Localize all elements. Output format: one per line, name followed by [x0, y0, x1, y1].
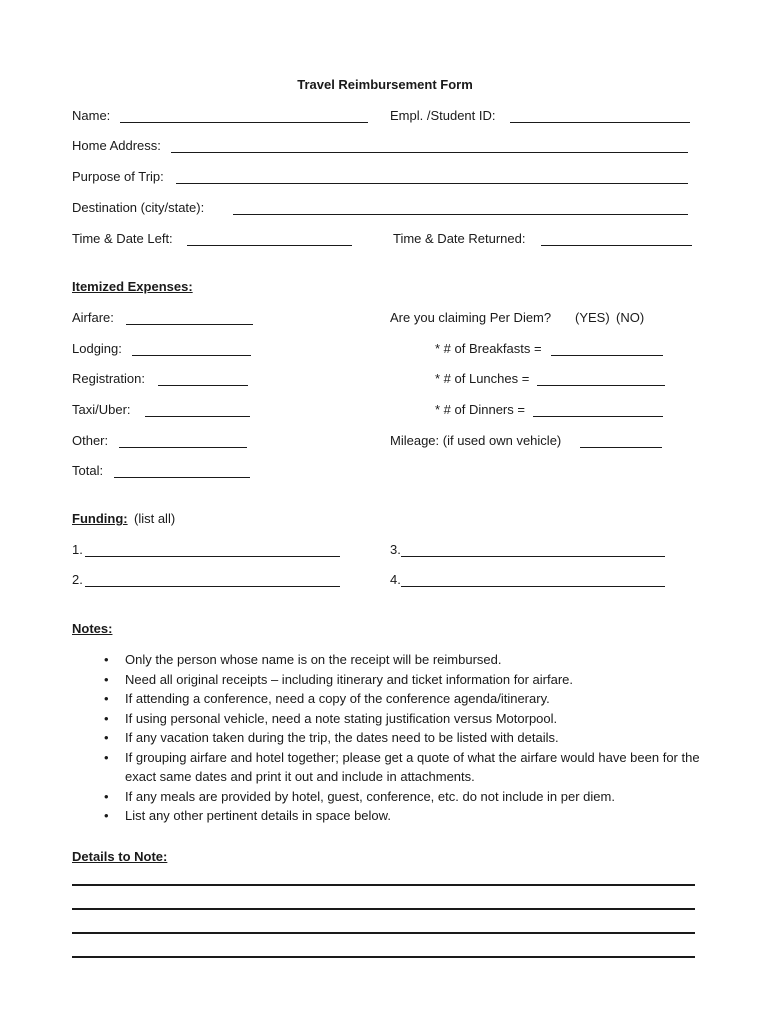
list-item: • If using personal vehicle, need a note stating justification versus Motorpool.	[100, 709, 700, 729]
funding-item-3-label: 3.	[390, 542, 401, 557]
bullet-icon: •	[104, 652, 109, 667]
total-label: Total:	[72, 463, 104, 478]
per-diem-question: Are you claiming Per Diem?	[390, 310, 552, 325]
details-line-3[interactable]	[72, 932, 695, 934]
other-label: Other:	[72, 433, 109, 448]
bullet-icon: •	[104, 749, 109, 765]
purpose-label: Purpose of Trip:	[72, 169, 164, 184]
bullet-icon: •	[104, 730, 109, 745]
list-item: • If attending a conference, need a copy of the conference agenda/itinerary.	[100, 689, 700, 709]
details-line-4[interactable]	[72, 956, 695, 958]
lodging-label: Lodging:	[72, 341, 122, 356]
list-item: • If grouping airfare and hotel together; please get a quote of what the airfare would have been for the exact same dates and print it out and include in attachments.	[104, 749, 700, 784]
lunches-label: * # of Lunches =	[435, 371, 530, 386]
home-address-label: Home Address:	[72, 138, 161, 153]
home-address-field[interactable]	[171, 152, 688, 153]
list-item: • Need all original receipts – including itinerary and ticket information for airfare.	[100, 670, 700, 690]
funding-item-2-field[interactable]	[85, 586, 340, 587]
details-line-1[interactable]	[72, 884, 695, 886]
airfare-field[interactable]	[126, 324, 253, 325]
destination-label: Destination (city/state):	[72, 200, 205, 215]
funding-item-1-field[interactable]	[85, 556, 340, 557]
mileage-field[interactable]	[580, 447, 662, 448]
registration-label: Registration:	[72, 371, 145, 386]
per-diem-yes-option[interactable]: (YES)	[575, 310, 610, 325]
time-returned-label: Time & Date Returned:	[393, 231, 526, 246]
details-heading: Details to Note:	[72, 849, 168, 864]
destination-field[interactable]	[233, 214, 688, 215]
time-returned-field[interactable]	[541, 245, 692, 246]
taxi-label: Taxi/Uber:	[72, 402, 131, 417]
bullet-icon: •	[104, 691, 109, 706]
lunches-field[interactable]	[537, 385, 665, 386]
total-field[interactable]	[114, 477, 250, 478]
form-title: Travel Reimbursement Form	[297, 77, 473, 92]
bullet-icon: •	[104, 808, 109, 823]
funding-heading: Funding:	[72, 511, 128, 526]
taxi-field[interactable]	[145, 416, 250, 417]
purpose-field[interactable]	[176, 183, 688, 184]
bullet-icon: •	[104, 710, 109, 726]
notes-list	[100, 650, 700, 826]
funding-item-2-label: 2.	[72, 572, 83, 587]
name-label: Name:	[72, 108, 111, 123]
itemized-expenses-heading: Itemized Expenses:	[72, 279, 193, 294]
list-item: • List any other pertinent details in space below.	[100, 806, 700, 826]
funding-item-4-label: 4.	[390, 572, 401, 587]
bullet-icon: •	[104, 671, 109, 687]
details-line-2[interactable]	[72, 908, 695, 910]
notes-heading: Notes:	[72, 621, 113, 636]
time-left-field[interactable]	[187, 245, 352, 246]
per-diem-no-option[interactable]: (NO)	[616, 310, 645, 325]
list-item: • Only the person whose name is on the receipt will be reimbursed.	[100, 650, 700, 670]
funding-item-4-field[interactable]	[401, 586, 665, 587]
funding-item-3-field[interactable]	[401, 556, 665, 557]
funding-item-1-label: 1.	[72, 542, 83, 557]
dinners-label: * # of Dinners =	[435, 402, 525, 417]
student-id-field[interactable]	[510, 122, 690, 123]
list-item: • If any meals are provided by hotel, guest, conference, etc. do not include in per diem.	[100, 787, 700, 807]
list-item: • If any vacation taken during the trip, the dates need to be listed with details.	[100, 728, 700, 748]
registration-field[interactable]	[158, 385, 248, 386]
time-left-label: Time & Date Left:	[72, 231, 173, 246]
bullet-icon: •	[104, 788, 109, 804]
breakfasts-label: * # of Breakfasts =	[435, 341, 542, 356]
name-field[interactable]	[120, 122, 368, 123]
lodging-field[interactable]	[132, 355, 251, 356]
airfare-label: Airfare:	[72, 310, 114, 325]
breakfasts-field[interactable]	[551, 355, 663, 356]
dinners-field[interactable]	[533, 416, 663, 417]
mileage-label: Mileage: (if used own vehicle)	[390, 433, 562, 448]
student-id-label: Empl. /Student ID:	[390, 108, 496, 123]
other-field[interactable]	[119, 447, 247, 448]
funding-note: (list all)	[134, 511, 176, 526]
